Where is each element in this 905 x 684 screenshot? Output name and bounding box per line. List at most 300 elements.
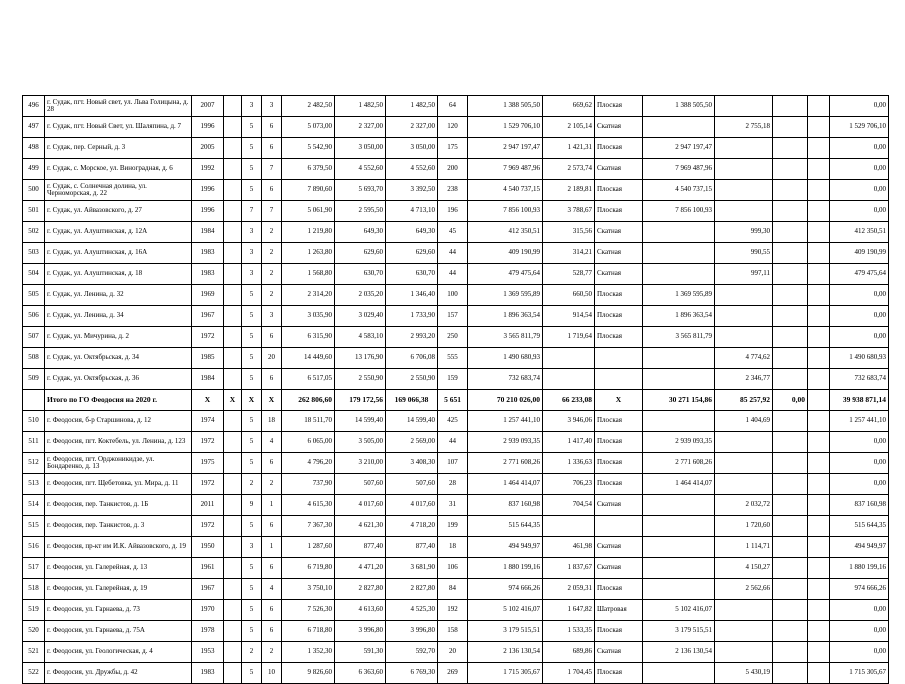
cell-roof-type: Шатровая — [595, 600, 643, 621]
cell-entrances: 7 — [262, 159, 282, 180]
cell-roof-type: Плоская — [595, 411, 643, 432]
cell-address: Итого по ГО Феодосия на 2020 г. — [45, 390, 192, 411]
cell-repair-d — [808, 621, 830, 642]
cell-cost-per-m2: 2 105,14 — [543, 117, 595, 138]
cell-cost-total: 2 939 093,35 — [468, 432, 543, 453]
cell-area-c: 169 066,38 — [386, 390, 438, 411]
cell-living-area: 13 176,90 — [335, 348, 386, 369]
cell-year: 1992 — [192, 159, 224, 180]
cell-total-area: 7 890,60 — [282, 180, 335, 201]
cell-repair-c — [773, 600, 808, 621]
cell-total-area: 9 826,60 — [282, 663, 335, 684]
cell-cost-per-m2 — [543, 348, 595, 369]
cell-address: г. Судак, ул. Айвазовского, д. 27 — [45, 201, 192, 222]
cell-total-area: 5 061,90 — [282, 201, 335, 222]
cell-residents: 238 — [438, 180, 468, 201]
cell-cost-per-m2: 1 533,35 — [543, 621, 595, 642]
cell-living-area: 14 599,40 — [335, 411, 386, 432]
cell-floors: 5 — [242, 369, 262, 390]
cell-residents: 175 — [438, 138, 468, 159]
cell-total-area: 6 379,50 — [282, 159, 335, 180]
cell-address: г. Судак, ул. Ленина, д. 34 — [45, 306, 192, 327]
cell-sum-final: 974 666,26 — [830, 579, 889, 600]
cell-area-c: 4 713,10 — [386, 201, 438, 222]
cell-sum-final: 837 160,98 — [830, 495, 889, 516]
cell-cost-total: 412 350,51 — [468, 222, 543, 243]
cell-sum-final: 515 644,35 — [830, 516, 889, 537]
total-row — [23, 390, 889, 411]
cell-floors: 5 — [242, 558, 262, 579]
cell-floors: 5 — [242, 432, 262, 453]
cell-num: 517 — [23, 558, 45, 579]
cell-repair-b: 2 562,66 — [715, 579, 773, 600]
cell-cost-per-m2: 461,98 — [543, 537, 595, 558]
cell-total-area: 6 065,00 — [282, 432, 335, 453]
cell-floors: 5 — [242, 579, 262, 600]
cell-repair-d — [808, 642, 830, 663]
cell-repair-b — [715, 285, 773, 306]
cell-entrances: 10 — [262, 663, 282, 684]
cell-living-area: 2 327,00 — [335, 117, 386, 138]
cell-repair-d — [808, 369, 830, 390]
cell-year: 2007 — [192, 96, 224, 117]
cell-repair-d — [808, 201, 830, 222]
cell-cost-per-m2 — [543, 369, 595, 390]
cell-num: 508 — [23, 348, 45, 369]
cell-total-area: 7 526,30 — [282, 600, 335, 621]
cell-repair-c — [773, 411, 808, 432]
cell-sum-final: 0,00 — [830, 138, 889, 159]
cell-sum-final: 1 715 305,67 — [830, 663, 889, 684]
cell-roof-type: Плоская — [595, 453, 643, 474]
cell-repair-c — [773, 306, 808, 327]
cell-sum-final: 0,00 — [830, 159, 889, 180]
cell-cost-per-m2: 3 946,06 — [543, 411, 595, 432]
cell-repair-b — [715, 621, 773, 642]
cell-roof-type — [595, 369, 643, 390]
cell-num: 505 — [23, 285, 45, 306]
cell-repair-d — [808, 180, 830, 201]
cell-col-d — [224, 579, 242, 600]
cell-num: 509 — [23, 369, 45, 390]
cell-repair-c — [773, 348, 808, 369]
cell-year: 1974 — [192, 411, 224, 432]
cell-sum-final: 732 683,74 — [830, 369, 889, 390]
cell-repair-d — [808, 117, 830, 138]
cell-num: 520 — [23, 621, 45, 642]
cell-col-d — [224, 285, 242, 306]
cell-address: г. Феодосия, ул. Гарнаева, д. 73 — [45, 600, 192, 621]
table-row — [23, 516, 889, 537]
cell-repair-a — [643, 516, 715, 537]
cell-repair-b — [715, 306, 773, 327]
cell-repair-c — [773, 537, 808, 558]
table-row — [23, 138, 889, 159]
cell-total-area: 6 315,90 — [282, 327, 335, 348]
cell-cost-total: 1 464 414,07 — [468, 474, 543, 495]
cell-entrances: 2 — [262, 285, 282, 306]
cell-floors: 9 — [242, 495, 262, 516]
cell-floors: 5 — [242, 159, 262, 180]
cell-year: 1984 — [192, 222, 224, 243]
cell-num: 501 — [23, 201, 45, 222]
cell-cost-per-m2: 914,54 — [543, 306, 595, 327]
cell-num: 514 — [23, 495, 45, 516]
cell-residents: 200 — [438, 159, 468, 180]
cell-entrances: 4 — [262, 579, 282, 600]
cell-entrances: 1 — [262, 537, 282, 558]
cell-repair-d — [808, 390, 830, 411]
cell-residents: 107 — [438, 453, 468, 474]
cell-year: 1950 — [192, 537, 224, 558]
cell-area-c: 649,30 — [386, 222, 438, 243]
cell-repair-a: 2 947 197,47 — [643, 138, 715, 159]
cell-repair-a: 3 179 515,51 — [643, 621, 715, 642]
cell-entrances: 6 — [262, 138, 282, 159]
cell-repair-c — [773, 264, 808, 285]
cell-year: 1967 — [192, 579, 224, 600]
cell-floors: 5 — [242, 306, 262, 327]
cell-sum-final: 0,00 — [830, 600, 889, 621]
cell-total-area: 6 718,80 — [282, 621, 335, 642]
cell-cost-total: 974 666,26 — [468, 579, 543, 600]
cell-repair-b — [715, 159, 773, 180]
cell-repair-d — [808, 327, 830, 348]
cell-sum-final: 0,00 — [830, 453, 889, 474]
cell-year: 1996 — [192, 117, 224, 138]
cell-total-area: 14 449,60 — [282, 348, 335, 369]
cell-cost-total: 1 529 706,10 — [468, 117, 543, 138]
cell-repair-d — [808, 96, 830, 117]
cell-cost-total: 7 856 100,93 — [468, 201, 543, 222]
cell-residents: 18 — [438, 537, 468, 558]
cell-roof-type: Плоская — [595, 201, 643, 222]
cell-roof-type: Плоская — [595, 180, 643, 201]
cell-year: 2005 — [192, 138, 224, 159]
cell-total-area: 3 035,90 — [282, 306, 335, 327]
cell-area-c: 630,70 — [386, 264, 438, 285]
cell-residents: 20 — [438, 642, 468, 663]
cell-entrances: 4 — [262, 432, 282, 453]
cell-living-area: 3 505,00 — [335, 432, 386, 453]
cell-area-c: 2 327,00 — [386, 117, 438, 138]
cell-sum-final: 479 475,64 — [830, 264, 889, 285]
cell-year: 1975 — [192, 453, 224, 474]
cell-area-c: 592,70 — [386, 642, 438, 663]
cell-repair-a: 7 969 487,96 — [643, 159, 715, 180]
cell-roof-type: Скатная — [595, 537, 643, 558]
cell-address: г. Судак, ул. Октябрьская, д. 34 — [45, 348, 192, 369]
cell-num: 499 — [23, 159, 45, 180]
cell-repair-d — [808, 432, 830, 453]
cell-col-d — [224, 495, 242, 516]
cell-total-area: 1 352,30 — [282, 642, 335, 663]
cell-repair-c — [773, 369, 808, 390]
cell-year: 1969 — [192, 285, 224, 306]
cell-repair-a: 2 136 130,54 — [643, 642, 715, 663]
cell-residents: 196 — [438, 201, 468, 222]
cell-repair-b — [715, 327, 773, 348]
cell-address: г. Судак, пер. Серный, д. 3 — [45, 138, 192, 159]
cell-repair-c — [773, 453, 808, 474]
cell-col-d — [224, 117, 242, 138]
cell-col-d: X — [224, 390, 242, 411]
cell-entrances: 2 — [262, 222, 282, 243]
cell-living-area: 4 613,60 — [335, 600, 386, 621]
cell-col-d — [224, 642, 242, 663]
cell-cost-total: 1 715 305,67 — [468, 663, 543, 684]
cell-repair-b: 2 032,72 — [715, 495, 773, 516]
cell-repair-b — [715, 600, 773, 621]
cell-residents: 158 — [438, 621, 468, 642]
cell-residents: 44 — [438, 432, 468, 453]
cell-total-area: 6 517,05 — [282, 369, 335, 390]
cell-sum-final: 412 350,51 — [830, 222, 889, 243]
cell-col-d — [224, 663, 242, 684]
table-row — [23, 264, 889, 285]
cell-sum-final: 39 938 871,14 — [830, 390, 889, 411]
cell-num — [23, 390, 45, 411]
cell-cost-total: 70 210 026,00 — [468, 390, 543, 411]
cell-year: 1953 — [192, 642, 224, 663]
cell-entrances: 3 — [262, 306, 282, 327]
cell-area-c: 3 681,90 — [386, 558, 438, 579]
cell-num: 504 — [23, 264, 45, 285]
cell-sum-final: 409 190,99 — [830, 243, 889, 264]
cell-repair-d — [808, 453, 830, 474]
table-row — [23, 579, 889, 600]
cell-col-d — [224, 264, 242, 285]
table-row — [23, 432, 889, 453]
cell-col-d — [224, 432, 242, 453]
cell-total-area: 1 287,60 — [282, 537, 335, 558]
cell-num: 503 — [23, 243, 45, 264]
cell-num: 510 — [23, 411, 45, 432]
cell-repair-d — [808, 537, 830, 558]
cell-area-c: 4 718,20 — [386, 516, 438, 537]
cell-num: 516 — [23, 537, 45, 558]
cell-num: 512 — [23, 453, 45, 474]
cell-cost-total: 2 136 130,54 — [468, 642, 543, 663]
cell-num: 518 — [23, 579, 45, 600]
cell-total-area: 18 511,70 — [282, 411, 335, 432]
cell-repair-c — [773, 495, 808, 516]
cell-entrances: 6 — [262, 180, 282, 201]
cell-repair-a: 2 771 608,26 — [643, 453, 715, 474]
cell-repair-c — [773, 222, 808, 243]
cell-year: 1972 — [192, 474, 224, 495]
cell-total-area: 3 750,10 — [282, 579, 335, 600]
cell-cost-per-m2: 315,56 — [543, 222, 595, 243]
cell-sum-final: 0,00 — [830, 306, 889, 327]
cell-cost-total: 494 949,97 — [468, 537, 543, 558]
cell-total-area: 5 542,90 — [282, 138, 335, 159]
cell-total-area: 1 568,80 — [282, 264, 335, 285]
cell-living-area: 4 017,60 — [335, 495, 386, 516]
cell-repair-d — [808, 600, 830, 621]
cell-repair-d — [808, 495, 830, 516]
cell-repair-a — [643, 222, 715, 243]
cell-address: г. Судак, пгт. Новый Свет, ул. Шаляпина, д. 7 — [45, 117, 192, 138]
cell-repair-a — [643, 579, 715, 600]
cell-col-d — [224, 138, 242, 159]
table-row — [23, 327, 889, 348]
cell-floors: 5 — [242, 516, 262, 537]
cell-cost-total: 1 490 680,93 — [468, 348, 543, 369]
cell-repair-a — [643, 495, 715, 516]
cell-col-d — [224, 621, 242, 642]
cell-cost-total: 1 896 363,54 — [468, 306, 543, 327]
cell-num: 498 — [23, 138, 45, 159]
table-body — [23, 96, 889, 684]
cell-roof-type: Плоская — [595, 96, 643, 117]
cell-repair-b: 990,55 — [715, 243, 773, 264]
cell-address: г. Судак, с. Морское, ул. Виноградная, д. 6 — [45, 159, 192, 180]
cell-living-area: 5 693,70 — [335, 180, 386, 201]
cell-address: г. Судак, ул. Мичурина, д. 2 — [45, 327, 192, 348]
cell-residents: 120 — [438, 117, 468, 138]
cell-total-area: 737,90 — [282, 474, 335, 495]
cell-area-c: 6 769,30 — [386, 663, 438, 684]
cell-roof-type: Плоская — [595, 327, 643, 348]
cell-repair-c — [773, 432, 808, 453]
cell-address: г. Судак, ул. Алуштинская, д. 18 — [45, 264, 192, 285]
cell-num: 506 — [23, 306, 45, 327]
cell-entrances: 6 — [262, 117, 282, 138]
cell-sum-final: 1 880 199,16 — [830, 558, 889, 579]
cell-cost-per-m2: 660,50 — [543, 285, 595, 306]
cell-address: г. Феодосия, ул. Геологическая, д. 4 — [45, 642, 192, 663]
cell-year: 1972 — [192, 327, 224, 348]
cell-living-area: 3 210,00 — [335, 453, 386, 474]
cell-repair-b: 4 150,27 — [715, 558, 773, 579]
cell-year: 1970 — [192, 600, 224, 621]
cell-col-d — [224, 180, 242, 201]
cell-floors: 5 — [242, 621, 262, 642]
cell-residents: 555 — [438, 348, 468, 369]
cell-sum-final: 0,00 — [830, 621, 889, 642]
cell-repair-d — [808, 558, 830, 579]
cell-col-d — [224, 96, 242, 117]
cell-sum-final: 0,00 — [830, 474, 889, 495]
cell-residents: 159 — [438, 369, 468, 390]
cell-sum-final: 0,00 — [830, 180, 889, 201]
cell-total-area: 1 219,80 — [282, 222, 335, 243]
cell-address: г. Судак, ул. Ленина, д. 32 — [45, 285, 192, 306]
table-row — [23, 348, 889, 369]
cell-repair-b — [715, 201, 773, 222]
cell-repair-d — [808, 243, 830, 264]
cell-repair-d — [808, 264, 830, 285]
cell-repair-c — [773, 180, 808, 201]
cell-cost-total: 837 160,98 — [468, 495, 543, 516]
cell-col-d — [224, 516, 242, 537]
cell-repair-b — [715, 474, 773, 495]
cell-year: 1972 — [192, 432, 224, 453]
cell-num: 500 — [23, 180, 45, 201]
cell-repair-d — [808, 348, 830, 369]
cell-repair-b: 999,30 — [715, 222, 773, 243]
cell-cost-total: 409 190,99 — [468, 243, 543, 264]
cell-entrances: 6 — [262, 621, 282, 642]
cell-col-d — [224, 369, 242, 390]
cell-cost-total: 5 102 416,07 — [468, 600, 543, 621]
table-row — [23, 222, 889, 243]
cell-address: г. Феодосия, б-р Старшинова, д. 12 — [45, 411, 192, 432]
cell-floors: 5 — [242, 138, 262, 159]
cell-floors: 5 — [242, 663, 262, 684]
cell-repair-b: 85 257,92 — [715, 390, 773, 411]
cell-area-c: 1 482,50 — [386, 96, 438, 117]
cell-entrances: 1 — [262, 495, 282, 516]
cell-repair-a: 1 464 414,07 — [643, 474, 715, 495]
cell-year: 1996 — [192, 201, 224, 222]
cell-cost-total: 4 540 737,15 — [468, 180, 543, 201]
cell-sum-final: 0,00 — [830, 201, 889, 222]
cell-floors: 5 — [242, 453, 262, 474]
cell-total-area: 4 615,30 — [282, 495, 335, 516]
cell-address: г. Судак, ул. Алуштинская, д. 16А — [45, 243, 192, 264]
cell-cost-per-m2: 1 704,45 — [543, 663, 595, 684]
cell-cost-total: 2 947 197,47 — [468, 138, 543, 159]
cell-floors: 2 — [242, 474, 262, 495]
cell-repair-a — [643, 663, 715, 684]
cell-cost-total: 2 771 608,26 — [468, 453, 543, 474]
cell-total-area: 7 367,30 — [282, 516, 335, 537]
cell-year: 1996 — [192, 180, 224, 201]
cell-roof-type: Скатная — [595, 243, 643, 264]
cell-repair-b — [715, 453, 773, 474]
cell-area-c: 1 346,40 — [386, 285, 438, 306]
cell-repair-c — [773, 138, 808, 159]
cell-cost-total: 732 683,74 — [468, 369, 543, 390]
cell-repair-d — [808, 138, 830, 159]
cell-total-area: 1 263,80 — [282, 243, 335, 264]
cell-living-area: 629,60 — [335, 243, 386, 264]
cell-repair-a — [643, 348, 715, 369]
cell-repair-a — [643, 243, 715, 264]
cell-repair-c — [773, 558, 808, 579]
cell-residents: 250 — [438, 327, 468, 348]
cell-area-c: 3 392,50 — [386, 180, 438, 201]
cell-living-area: 2 595,50 — [335, 201, 386, 222]
cell-repair-a: 3 565 811,79 — [643, 327, 715, 348]
cell-sum-final: 0,00 — [830, 327, 889, 348]
cell-repair-b — [715, 642, 773, 663]
cell-floors: 3 — [242, 222, 262, 243]
cell-residents: 199 — [438, 516, 468, 537]
cell-address: г. Судак, пгт. Новый свет, ул. Льва Голицына, д. 28 — [45, 96, 192, 117]
cell-residents: 157 — [438, 306, 468, 327]
cell-repair-a — [643, 558, 715, 579]
cell-residents: 45 — [438, 222, 468, 243]
table-row — [23, 600, 889, 621]
cell-residents: 100 — [438, 285, 468, 306]
table-row — [23, 285, 889, 306]
cell-entrances: 6 — [262, 516, 282, 537]
cell-living-area: 507,60 — [335, 474, 386, 495]
table-row — [23, 306, 889, 327]
cell-residents: 192 — [438, 600, 468, 621]
cell-repair-a: 5 102 416,07 — [643, 600, 715, 621]
cell-num: 507 — [23, 327, 45, 348]
cell-area-c: 2 993,20 — [386, 327, 438, 348]
cell-roof-type: Скатная — [595, 117, 643, 138]
cell-num: 496 — [23, 96, 45, 117]
cell-entrances: 2 — [262, 243, 282, 264]
cell-repair-a — [643, 264, 715, 285]
cell-repair-b — [715, 96, 773, 117]
